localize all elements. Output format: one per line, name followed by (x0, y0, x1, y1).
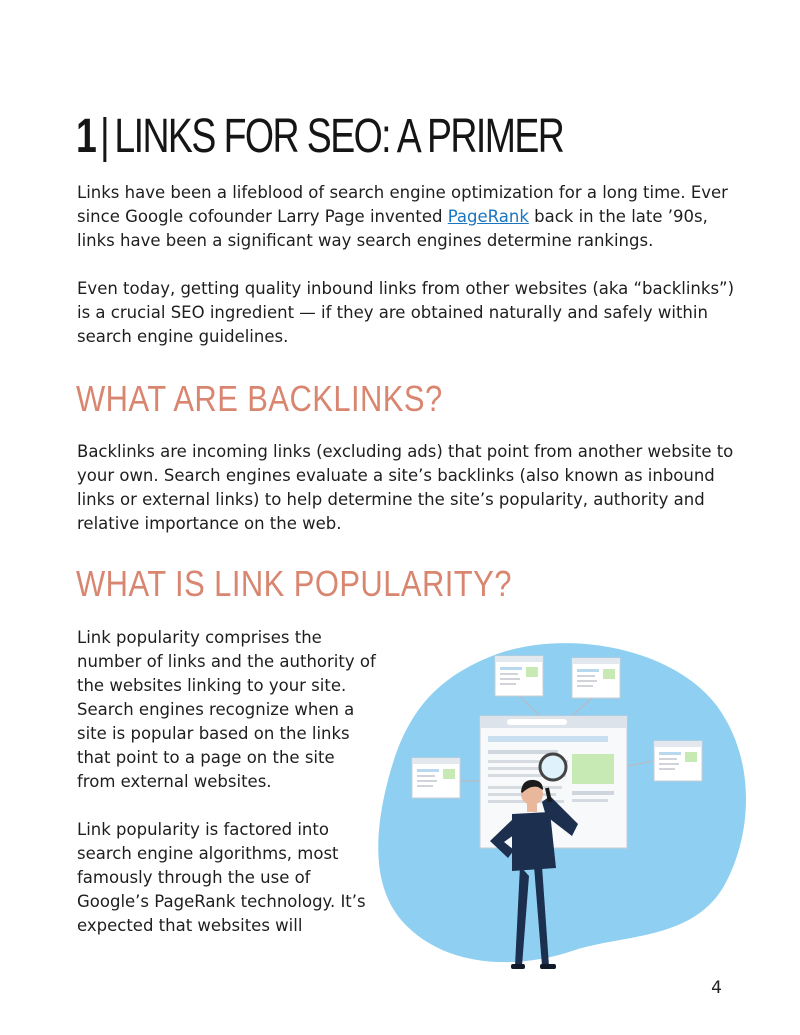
link-popularity-paragraph-2: Link popularity is factored into search engine algorithms, most famously through the use of Google’s PageRank technology. It’s expected that websites will (77, 820, 366, 935)
small-window-left (412, 758, 460, 798)
intro-paragraph-1 (77, 181, 737, 253)
page-number: 4 (711, 978, 722, 998)
chapter-number: 1 (76, 110, 96, 163)
link-popularity-heading: WHAT IS LINK POPULARITY? (76, 563, 512, 604)
seo-analyst-illustration (372, 636, 758, 972)
intro-text-after-link: back in the late ’90s, links have been a significant way search engines determine rankings. (77, 207, 708, 250)
chapter-title (76, 108, 563, 166)
main-browser-window (480, 716, 627, 848)
chapter-separator: | (99, 110, 109, 163)
backlinks-heading: WHAT ARE BACKLINKS? (76, 378, 443, 419)
intro-text-before-link: Links have been a lifeblood of search engine optimization for a long time. Ever since Google cofounder Larry Page invented (77, 183, 728, 226)
chapter-title-text: LINKS FOR SEO: A PRIMER (114, 110, 564, 163)
small-window-right (654, 741, 702, 781)
backlinks-paragraph: Backlinks are incoming links (excluding ads) that point from another website to your own. Search engines evaluate a site’s backlinks (also known as inbound links or external links) to help determine the site’s popularity, authority and relative importance on the web. (77, 442, 734, 533)
link-popularity-paragraph-1: Link popularity comprises the number of links and the authority of the websites linking to your site. Search engines recognize when a site is popular based on the links that point to a page on the site from external websites. (77, 628, 376, 791)
small-window-top-right (572, 658, 620, 698)
intro-paragraph-2: Even today, getting quality inbound links from other websites (aka “backlinks”) is a crucial SEO ingredient — if they are obtained naturally and safely within search engine guidelines. (77, 279, 735, 346)
pagerank-link[interactable]: PageRank (447, 207, 529, 226)
small-window-top-left (495, 656, 543, 696)
